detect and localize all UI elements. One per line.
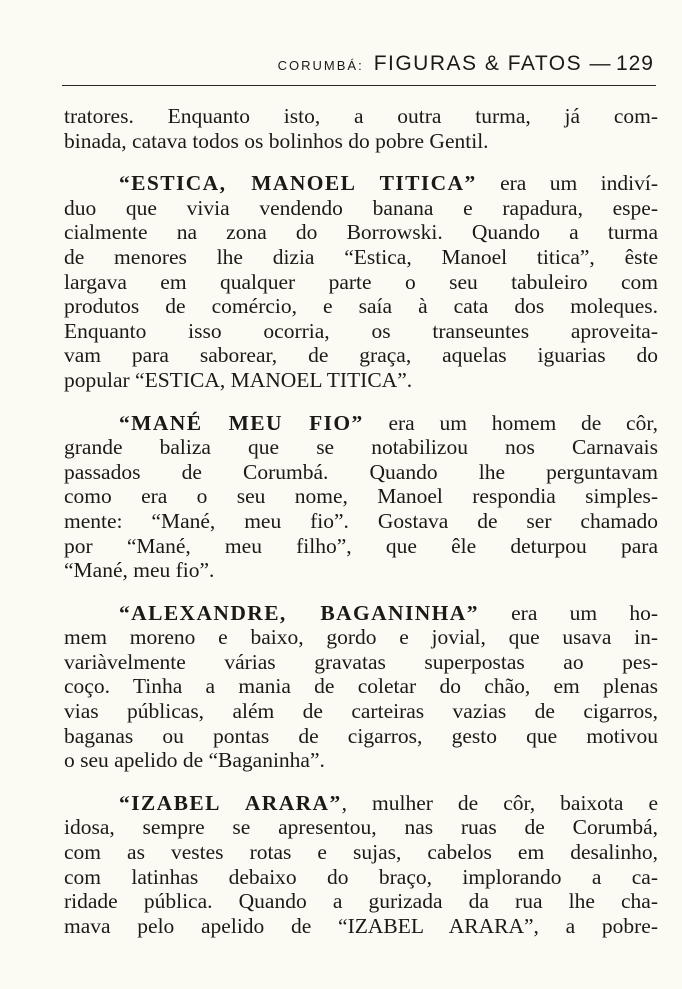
header-place: CORUMBÁ: (277, 58, 364, 73)
text-line: largava em qualquer parte o seu tabuleiro com (64, 269, 658, 294)
text-line: “Mané, meu fio”. (64, 558, 215, 583)
header-rule (62, 85, 656, 86)
text-line: vias públicas, além de carteiras vazias de cigarros, (64, 699, 658, 724)
line-text: era um indiví- (476, 171, 658, 196)
text-line: baganas ou pontas de cigarros, gesto que motivou (64, 723, 658, 748)
text-line (64, 791, 658, 816)
text-line: duo que vivia vendendo banana e rapadura, espe- (64, 195, 658, 220)
text-line: mem moreno e baixo, gordo e jovial, que usava in- (64, 625, 658, 650)
text-line (64, 171, 658, 196)
character-name: “IZABEL ARARA” (119, 790, 342, 815)
line-text: era um homem de côr, (363, 410, 658, 435)
text-line: tratores. Enquanto isto, a outra turma, já com- (64, 104, 658, 128)
paragraph (64, 104, 658, 153)
text-line: Enquanto isso ocorria, os transeuntes aproveita- (64, 318, 658, 343)
line-text: era um ho- (478, 600, 658, 625)
character-name: “MANÉ MEU FIO” (119, 410, 364, 435)
text-line: como era o seu nome, Manoel respondia simples- (64, 484, 658, 509)
text-line: passados de Corumbá. Quando lhe perguntavam (64, 459, 658, 484)
text-line: ridade pública. Quando a gurizada da rua lhe cha- (64, 889, 658, 914)
line-text: , mulher de côr, baixota e (341, 790, 658, 815)
text-line: grande baliza que se notabilizou nos Carnavais (64, 435, 658, 460)
text-line: variàvelmente várias gravatas superpostas ao pes- (64, 649, 658, 674)
text-line: por “Mané, meu filho”, que êle deturpou para (64, 533, 658, 558)
text-line: mava pelo apelido de “IZABEL ARARA”, a pobre- (64, 913, 658, 938)
text-line: cialmente na zona do Borrowski. Quando a turma (64, 220, 658, 245)
text-line: com latinhas debaixo do braço, implorando a ca- (64, 864, 658, 889)
running-header (62, 52, 654, 76)
page-number: 129 (615, 52, 654, 75)
paragraph (64, 791, 658, 939)
text-line: mente: “Mané, meu fio”. Gostava de ser chamado (64, 508, 658, 533)
paragraph (64, 411, 658, 583)
character-name: “ALEXANDRE, BAGANINHA” (119, 600, 479, 625)
text-line (64, 601, 658, 626)
text-line: produtos de comércio, e saía à cata dos moleques. (64, 294, 658, 319)
text-line: popular “ESTICA, MANOEL TITICA”. (64, 367, 413, 392)
text-line: vam para saborear, de graça, aquelas iguarias do (64, 343, 658, 368)
text-line: de menores lhe dizia “Estica, Manoel titica”, êste (64, 244, 658, 269)
text-line: binada, catava todos os bolinhos do pobre Gentil. (64, 128, 489, 153)
text-line: o seu apelido de “Baganinha”. (64, 748, 325, 773)
paragraph (64, 601, 658, 773)
paragraph (64, 171, 658, 392)
character-name: “ESTICA, MANOEL TITICA” (119, 171, 477, 196)
text-line (64, 411, 658, 436)
text-line: idosa, sempre se apresentou, nas ruas de Corumbá, (64, 815, 658, 840)
text-line: com as vestes rotas e sujas, cabelos em desalinho, (64, 840, 658, 865)
header-book-title: FIGURAS & FATOS — (373, 52, 612, 75)
page-body (64, 104, 658, 938)
text-line: coço. Tinha a mania de coletar do chão, em plenas (64, 674, 658, 699)
